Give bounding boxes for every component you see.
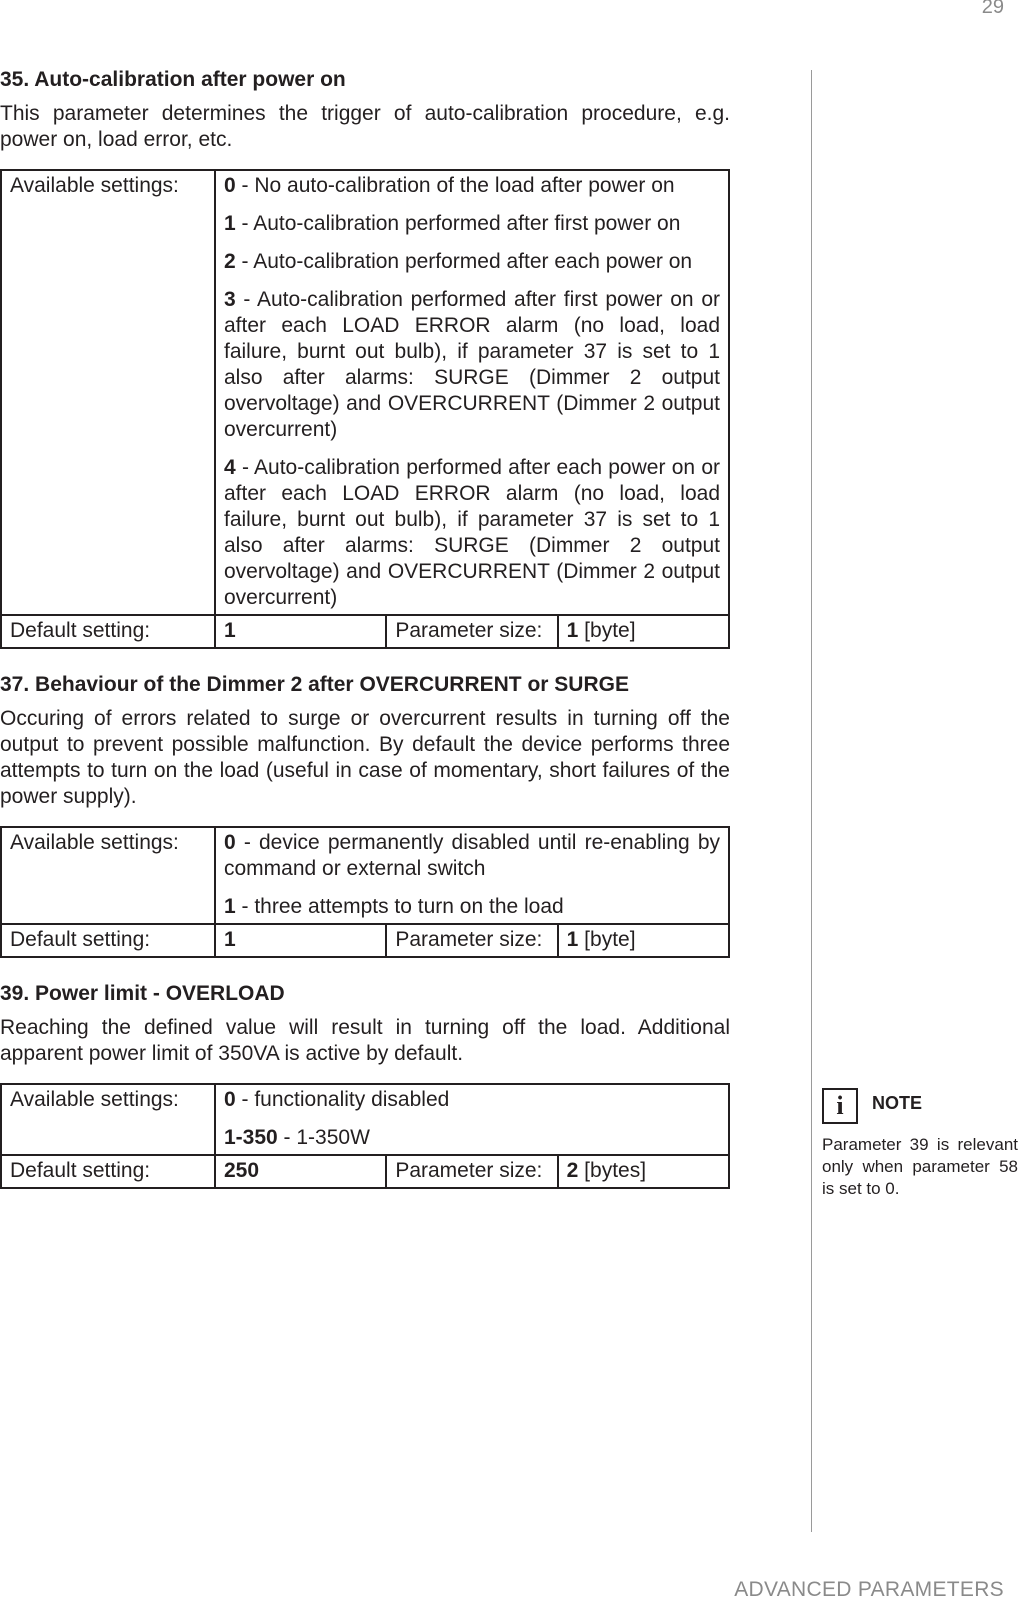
size-unit: [byte] <box>578 619 636 642</box>
section-description: Occuring of errors related to surge or overcurrent results in turning off the output to prevent possible malfunction. By default the device performs three attempts to turn on the load (useful in case of momentary, short failures of the power supply). <box>0 707 730 808</box>
option-item <box>224 1125 720 1151</box>
parameter-table <box>0 169 730 649</box>
parameter-size-label: Parameter size: <box>386 615 557 648</box>
page-number: 29 <box>981 0 1004 18</box>
option-item <box>224 455 720 611</box>
option-item <box>224 173 720 199</box>
option-text: - Auto-calibration performed after each power on <box>235 250 693 273</box>
option-text: - three attempts to turn on the load <box>235 895 564 918</box>
main-column <box>0 66 730 1211</box>
option-item <box>224 830 720 882</box>
available-settings-options <box>215 1084 729 1155</box>
option-item <box>224 894 720 920</box>
available-settings-options <box>215 827 729 924</box>
option-value: 1 <box>224 895 236 918</box>
info-icon: i <box>822 1088 858 1124</box>
footer-section-label: ADVANCED PARAMETERS <box>734 1578 1004 1601</box>
default-value: 1 <box>224 928 236 951</box>
section-title: 39. Power limit - OVERLOAD <box>0 982 285 1005</box>
option-value: 1 <box>224 212 236 235</box>
section-title: 37. Behaviour of the Dimmer 2 after OVERCURRENT or SURGE <box>0 673 629 696</box>
parameter-size-value <box>558 615 729 648</box>
option-text: - Auto-calibration performed after first power on or after each LOAD ERROR alarm (no load, load failure, burnt out bulb), if parameter 37 is set to 1 also after alarms: SURGE (Dimmer 2 output overvoltage) and OVERCURRENT (Dimmer 2 output overcurrent) <box>224 288 720 441</box>
parameter-table <box>0 1083 730 1189</box>
option-text: - device permanently disabled until re-enabling by command or external switch <box>224 831 720 880</box>
available-settings-label: Available settings: <box>1 1084 215 1155</box>
section-param-39 <box>0 980 730 1189</box>
section-param-35 <box>0 66 730 649</box>
default-value: 1 <box>224 619 236 642</box>
default-setting-label: Default setting: <box>1 615 215 648</box>
option-item <box>224 287 720 443</box>
available-settings-label: Available settings: <box>1 827 215 924</box>
default-setting-value <box>215 615 386 648</box>
option-text: - Auto-calibration performed after each power on or after each LOAD ERROR alarm (no load, load failure, burnt out bulb), if parameter 37 is set to 1 also after alarms: SURGE (Dimmer 2 output overvoltage) and OVERCURRENT (Dimmer 2 output overcurrent) <box>224 456 720 609</box>
option-item <box>224 1087 720 1113</box>
section-title: 35. Auto-calibration after power on <box>0 68 346 91</box>
option-text: - 1-350W <box>277 1126 370 1149</box>
available-settings-label: Available settings: <box>1 170 215 615</box>
default-setting-label: Default setting: <box>1 924 215 957</box>
note-header <box>822 1088 1018 1124</box>
size-value: 1 <box>566 928 579 951</box>
section-description: Reaching the defined value will result in turning off the load. Additional apparent power limit of 350VA is active by default. <box>0 1016 730 1065</box>
size-unit: [byte] <box>578 928 636 951</box>
size-value: 1 <box>566 619 579 642</box>
default-setting-value <box>215 924 386 957</box>
column-divider <box>811 70 812 1532</box>
option-text: - Auto-calibration performed after first power on <box>235 212 681 235</box>
default-value: 250 <box>224 1159 260 1182</box>
option-value: 2 <box>224 250 236 273</box>
note-box <box>822 1088 1018 1200</box>
default-setting-label: Default setting: <box>1 1155 215 1188</box>
option-value: 0 <box>224 174 236 197</box>
option-text: - functionality disabled <box>235 1088 450 1111</box>
available-settings-options <box>215 170 729 615</box>
option-value: 0 <box>224 1088 236 1111</box>
option-value: 1-350 <box>224 1126 278 1149</box>
option-value: 4 <box>224 456 236 479</box>
section-param-37 <box>0 671 730 958</box>
parameter-size-value <box>558 1155 729 1188</box>
size-value: 2 <box>566 1159 579 1182</box>
option-value: 3 <box>224 288 236 311</box>
parameter-table <box>0 826 730 958</box>
parameter-size-label: Parameter size: <box>386 924 557 957</box>
note-title: NOTE <box>872 1092 923 1113</box>
default-setting-value <box>215 1155 386 1188</box>
option-item <box>224 211 720 237</box>
note-text: Parameter 39 is relevant only when parameter 58 is set to 0. <box>822 1135 1018 1198</box>
size-unit: [bytes] <box>578 1159 647 1182</box>
option-item <box>224 249 720 275</box>
parameter-size-label: Parameter size: <box>386 1155 557 1188</box>
option-text: - No auto-calibration of the load after power on <box>235 174 675 197</box>
option-value: 0 <box>224 831 236 854</box>
section-description: This parameter determines the trigger of auto-calibration procedure, e.g. power on, load error, etc. <box>0 102 730 151</box>
parameter-size-value <box>558 924 729 957</box>
